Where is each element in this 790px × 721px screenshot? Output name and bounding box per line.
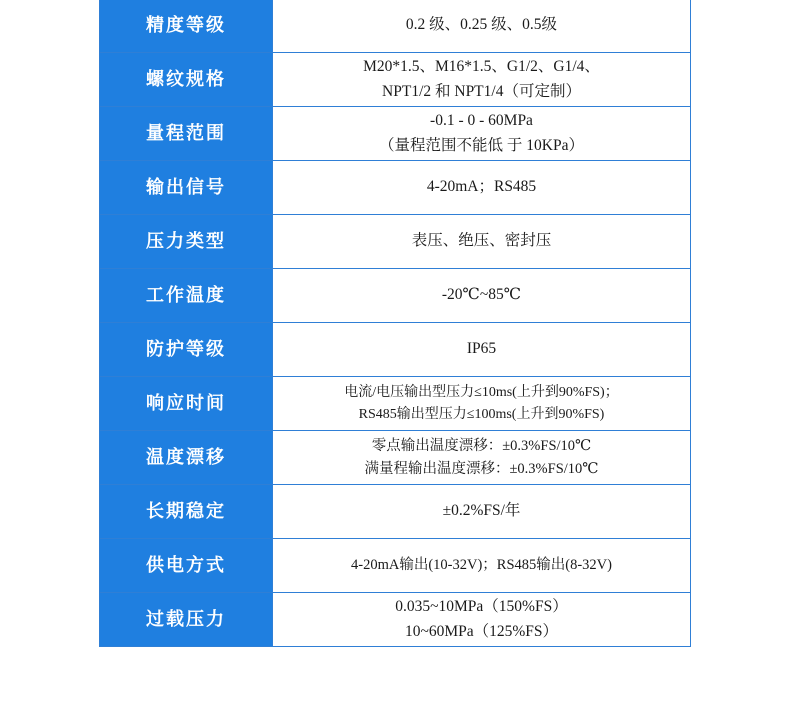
- table-row: [100, 161, 691, 215]
- spec-label-cell: 过载压力: [100, 593, 273, 647]
- spec-value-cell: [273, 161, 691, 215]
- spec-value-cell: [273, 107, 691, 161]
- table-row: [100, 215, 691, 269]
- spec-value-line: 零点输出温度漂移：±0.3%FS/10℃: [371, 438, 592, 455]
- spec-value-cell: [273, 269, 691, 323]
- spec-label-cell: 量程范围: [100, 107, 273, 161]
- spec-label-cell: 温度漂移: [100, 431, 273, 485]
- spec-value-cell: [273, 485, 691, 539]
- spec-value-cell: [273, 539, 691, 593]
- spec-value-line: 电流/电压输出型压力≤10ms(上升到90%FS)；: [344, 384, 619, 400]
- spec-label-cell: 长期稳定: [100, 485, 273, 539]
- spec-label-cell: 供电方式: [100, 539, 273, 593]
- spec-label-cell: 响应时间: [100, 377, 273, 431]
- spec-label-cell: 压力类型: [100, 215, 273, 269]
- spec-label-cell: 防护等级: [100, 323, 273, 377]
- spec-value-cell: [273, 215, 691, 269]
- spec-value-line: RS485输出型压力≤100ms(上升到90%FS): [358, 406, 605, 422]
- spec-value-line: -20℃~85℃: [441, 286, 522, 304]
- spec-value-cell: [273, 0, 691, 53]
- spec-value-cell: [273, 53, 691, 107]
- spec-value-line: M20*1.5、M16*1.5、G1/2、G1/4、: [363, 58, 600, 76]
- spec-value-line: 满量程输出温度漂移：±0.3%FS/10℃: [364, 460, 599, 477]
- spec-value-line: 10~60MPa（125%FS）: [404, 622, 559, 640]
- spec-label-cell: 螺纹规格: [100, 53, 273, 107]
- table-row: [100, 107, 691, 161]
- table-row: [100, 323, 691, 377]
- spec-value-cell: [273, 431, 691, 485]
- table-row: [100, 539, 691, 593]
- table-row: [100, 593, 691, 647]
- spec-value-line: 0.2 级、0.25 级、0.5级: [405, 16, 558, 34]
- spec-value-cell: [273, 323, 691, 377]
- spec-value-line: （量程范围不能低 于 10KPa）: [379, 136, 584, 154]
- table-row: [100, 269, 691, 323]
- table-row: [100, 485, 691, 539]
- table-row: [100, 431, 691, 485]
- spec-value-line: 0.035~10MPa（150%FS）: [395, 598, 568, 616]
- spec-value-cell: [273, 593, 691, 647]
- spec-value-line: -0.1 - 0 - 60MPa: [430, 112, 533, 130]
- spec-label-cell: 精度等级: [100, 0, 273, 53]
- spec-value-line: 表压、绝压、密封压: [411, 232, 552, 250]
- table-row: [100, 377, 691, 431]
- spec-value-line: ±0.2%FS/年: [442, 502, 521, 520]
- specifications-table: [99, 0, 691, 647]
- spec-value-line: 4-20mA；RS485: [426, 178, 537, 196]
- spec-value-cell: [273, 377, 691, 431]
- specifications-table-body: [100, 0, 691, 647]
- spec-value-line: IP65: [466, 340, 497, 358]
- table-row: [100, 0, 691, 53]
- spec-label-cell: 工作温度: [100, 269, 273, 323]
- spec-value-line: 4-20mA输出(10-32V)；RS485输出(8-32V): [351, 557, 612, 574]
- spec-label-cell: 输出信号: [100, 161, 273, 215]
- table-row: [100, 53, 691, 107]
- spec-value-line: NPT1/2 和 NPT1/4（可定制）: [382, 82, 581, 100]
